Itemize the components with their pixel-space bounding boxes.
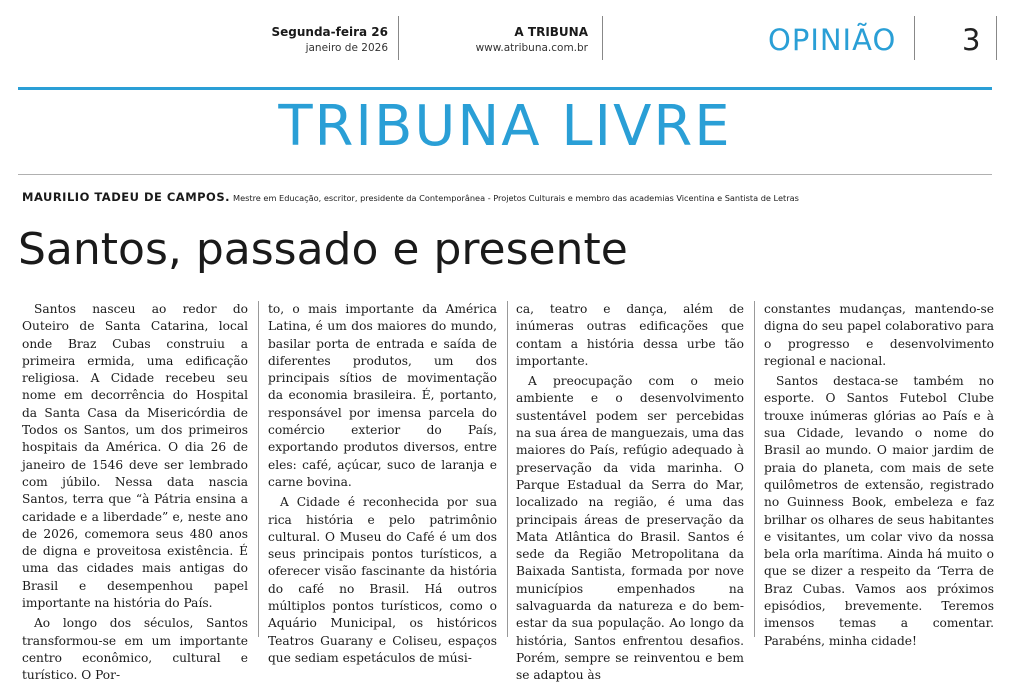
paragraph: A Cidade é reconhecida por sua rica história e pelo patrimônio cultural. O Museu do Café é um dos seus principais pontos turísticos, a oferecer visão fascinante da história do café no Brasil. Há outros múltiplos pontos turísticos, como o Aquário Municipal, os históricos Teatros Guarany e Coliseu, espaços que sediam espetáculos de músi- xyxy=(268,495,497,665)
column-banner: TRIBUNA LIVRE xyxy=(278,94,732,159)
paragraph: constantes mudanças, mantendo-se digna do seu papel colaborativo para o progresso e desenvolvimento regional e nacional. xyxy=(764,302,994,368)
issue-month-year: janeiro de 2026 xyxy=(305,42,388,54)
column-divider xyxy=(507,301,508,637)
header-divider xyxy=(398,16,399,60)
article-column-1 xyxy=(22,301,248,683)
paragraph: A preocupação com o meio ambiente e o desenvolvimento sustentável podem ser percebidas na sua área de manguezais, uma das maiores do País, refúgio adequado à preservação da vida marinha. O Parque Estadual da Serra do Mar, localizado na região, é uma das principais áreas de preservação da Mata Atlântica do Brasil. Santos é sede da Região Metropolitana da Baixada Santista, formada por nove municípios empenhados na salvaguarda da natureza e do bem-estar da sua população. Ao longo da história, Santos enfrentou desafios. Porém, sempre se reinventou e bem se adaptou às xyxy=(516,374,744,683)
paragraph: Santos nasceu ao redor do Outeiro de Santa Catarina, local onde Braz Cubas construiu a primeira ermida, uma edificação religiosa. A Cidade recebeu seu nome em decorrência do Hospital da Santa Casa da Misericórdia de Todos os Santos, um dos primeiros hospitais da América. O dia 26 de janeiro de 1546 deve ser lembrado com júbilo. Nessa data nascia Santos, terra que “à Pátria ensina a caridade e a liberdade” e, neste ano de 2026, comemora seus 480 anos de digna e proveitosa existência. É uma das cidades mais antigas do Brasil e desempenhou papel importante na história do País. xyxy=(22,302,248,611)
paragraph: to, o mais importante da América Latina, é um dos maiores do mundo, basilar porta de entrada e saída de diferentes produtos, um dos principais sítios de movimentação da economia brasileira. É, portanto, responsável por imensa parcela do comércio exterior do País, exportando produtos diversos, entre eles: café, açúcar, suco de laranja e carne bovina. xyxy=(268,302,497,489)
banner-top-rule xyxy=(18,87,992,90)
author-name: MAURILIO TADEU DE CAMPOS. xyxy=(22,190,230,204)
header-divider xyxy=(602,16,603,60)
page-number: 3 xyxy=(962,23,981,57)
article-column-2 xyxy=(268,301,497,665)
article-column-4 xyxy=(764,301,994,648)
section-title: OPINIÃO xyxy=(768,23,897,57)
byline xyxy=(22,189,799,205)
publication-name: A TRIBUNA xyxy=(514,25,588,39)
header-divider xyxy=(996,16,997,60)
publication-info xyxy=(470,24,588,56)
paragraph: ca, teatro e dança, além de inúmeras outras edificações que contam a história dessa urbe tão importante. xyxy=(516,302,744,368)
paragraph: Santos destaca-se também no esporte. O Santos Futebol Clube trouxe inúmeras glórias ao País e à sua Cidade, levando o nome do Brasil ao mundo. O maior jardim de praia do planeta, com mais de sete quilômetros de extensão, registrado no Guinness Book, embeleza e faz brilhar os olhares de seus habitantes e visitantes, um colar vivo da nossa bela orla marítima. Ainda há muito o que se dizer a respeito da ‘Terra de Braz Cubas. Vamos aos próximos episódios, brevemente. Teremos imensos temas a comentar. Parabéns, minha cidade! xyxy=(764,374,994,648)
issue-day: Segunda-feira 26 xyxy=(271,25,388,39)
banner-bottom-rule xyxy=(18,174,992,175)
author-bio: Mestre em Educação, escritor, presidente da Contemporânea - Projetos Culturais e membro das academias Vicentina e Santista de Letras xyxy=(233,193,799,203)
publication-website[interactable]: www.atribuna.com.br xyxy=(475,42,588,54)
paragraph: Ao longo dos séculos, Santos transformou-se em um importante centro econômico, cultural e turístico. O Por- xyxy=(22,616,248,683)
article-headline: Santos, passado e presente xyxy=(18,224,628,275)
article-column-3 xyxy=(516,301,744,683)
header-divider xyxy=(914,16,915,60)
column-divider xyxy=(258,301,259,637)
column-divider xyxy=(754,301,755,637)
issue-date xyxy=(260,24,388,56)
